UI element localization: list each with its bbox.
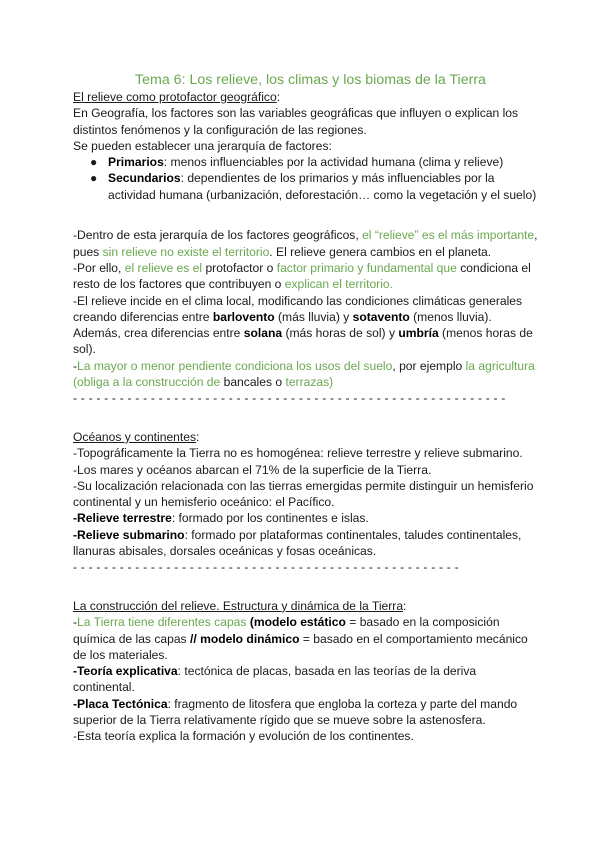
list-item-primarios xyxy=(73,154,540,170)
paragraph: -La mayor o menor pendiente condiciona los usos del suelo, por ejemplo la agricultura (obliga a la construcción de bancales o terrazas) xyxy=(73,358,535,390)
paragraph: -Dentro de esta jerarquía de los factores geográficos, el “relieve” es el más importante, pues sin relieve no existe el territorio. El relieve genera cambios en el planeta. xyxy=(73,228,538,259)
section-heading-relieve xyxy=(73,89,540,105)
paragraph: -Esta teoría explica la formación y evolución de los continentes. xyxy=(73,729,414,744)
paragraph: -Topográficamente la Tierra no es homogénea: relieve terrestre y relieve submarino. xyxy=(73,446,523,461)
heading-colon: : xyxy=(196,429,200,444)
heading-text: La construcción del relieve. Estructura y dinámica de la Tierra xyxy=(73,598,404,613)
paragraph: -El relieve incide en el clima local, modificando las condiciones climáticas generales creando diferencias entre barlovento (más lluvia) y sotavento (menos lluvia). Además, crea diferencias entre solana (más horas de sol) y umbría (menos horas de sol). xyxy=(73,293,533,357)
bullet-icon: ● xyxy=(90,171,98,186)
bullet-icon: ● xyxy=(90,155,98,170)
factor-list xyxy=(73,154,540,203)
dashed-divider: - - - - - - - - - - - - - - - - - - - - - - - - - - - - - - - - - - - - - - - - - - - - - - - - - - xyxy=(73,560,459,575)
term-description: : menos influenciables por la actividad humana (clima y relieve) xyxy=(163,155,504,170)
term: Secundarios xyxy=(108,171,181,186)
term: Primarios xyxy=(108,155,164,170)
paragraph: En Geografía, los factores son las variables geográficas que influyen o explican los distintos fenómenos y la configuración de las regiones. xyxy=(73,106,519,137)
paragraph: -Por ello, el relieve es el protofactor o factor primario y fundamental que condiciona el resto de los factores que contribuyen o explican el territorio. xyxy=(73,260,531,292)
paragraph: -Los mares y océanos abarcan el 71% de la superficie de la Tierra. xyxy=(73,462,432,477)
paragraph: Se pueden establecer una jerarquía de factores: xyxy=(73,138,332,153)
heading-text: El relieve como protofactor geográfico xyxy=(73,90,277,104)
paragraph: -Placa Tectónica: fragmento de litosfera que engloba la corteza y parte del mando superior de la Tierra relativamente rígido que se mueve sobre la astenosfera. xyxy=(73,696,518,727)
list-item-secundarios xyxy=(73,170,540,203)
heading-colon: : xyxy=(403,598,407,613)
paragraph: -Relieve submarino: formado por plataformas continentales, taludes continentales, llanuras abisales, dorsales oceánicas y fosas oceánicas. xyxy=(73,527,522,559)
paragraph: -Teoría explicativa: tectónica de placas, basada en las teorías de la deriva continental. xyxy=(73,664,477,695)
section-heading-oceanos xyxy=(73,429,540,445)
heading-colon: : xyxy=(276,90,281,104)
term-description: : dependientes de los primarios y más influenciables por la actividad humana (urbanización, deforestación… como la vegetación y el suelo) xyxy=(108,171,537,202)
paragraph: -Relieve terrestre: formado por los continentes e islas. xyxy=(73,511,369,526)
paragraph: -La Tierra tiene diferentes capas (modelo estático = basado en la composición química de las capas // modelo dinámico = basado en el comportamiento mecánico de los materiales. xyxy=(73,615,528,662)
paragraph: -Su localización relacionada con las tierras emergidas permite distinguir un hemisferio continental y un hemisferio oceánico: el Pacífico. xyxy=(73,478,534,510)
dashed-divider: - - - - - - - - - - - - - - - - - - - - - - - - - - - - - - - - - - - - - - - - - - - - - - - - - - - - - - - - xyxy=(73,391,506,406)
page-title: Tema 6: Los relieve, los climas y los biomas de la Tierra xyxy=(135,72,486,88)
heading-text: Océanos y continentes xyxy=(73,429,197,444)
section-heading-construccion xyxy=(73,598,540,614)
